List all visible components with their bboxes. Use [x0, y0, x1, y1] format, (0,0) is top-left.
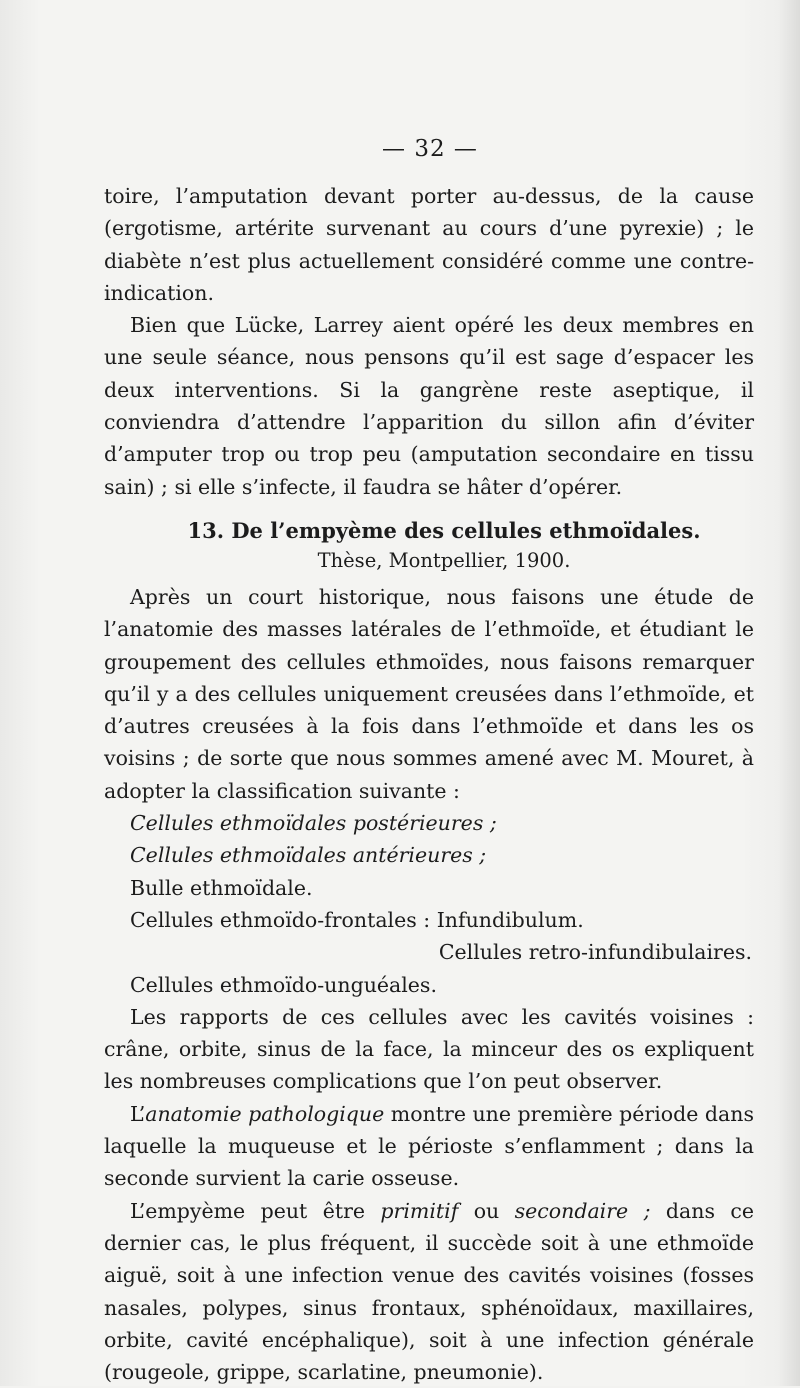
paragraph-anatomie — [104, 1098, 754, 1195]
paragraph-operation: Bien que Lücke, Larrey aient opéré les deux membres en une seule séance, nous pensons qu’il est sage d’espacer les deux interventions. Si la gangrène reste aseptique, il conviendra d’attendre l’apparition du sillon afin d’éviter d’amputer trop ou trop peu (amputation secondaire en tissu sain) ; si elle s’infecte, il faudra se hâter d’opérer. — [104, 313, 754, 499]
paragraph-continuation: toire, l’amputation devant porter au-dessus, de la cause (ergotisme, artérite survenant au cours d’une pyrexie) ; le diabète n’est plus actuellement considéré comme une contre-indication. — [104, 184, 754, 305]
text-run: dans ce dernier cas, le plus fréquent, il succède soit à une ethmoïde aiguë, soit à une infection venue des cavités voisines (fosses nasales, polypes, sinus frontaux, sphénoïdaux, maxillaires, orbite, cavité encéphalique), soit à une infection générale (rougeole, grippe, scarlatine, pneumonie). — [104, 1198, 755, 1385]
text-run: montre une première période dans laquelle la muqueuse et le périoste s’enflamment ; dans la seconde survient la carie osseuse. — [104, 1101, 754, 1191]
section-subheading: Thèse, Montpellier, 1900. — [317, 548, 571, 572]
list-item: Cellules retro-infundibulaires. — [438, 940, 752, 965]
list-item: Cellules ethmoïdo-frontales : Infundibulum. — [130, 907, 584, 932]
binding-shadow — [778, 0, 800, 1386]
text-run: ou — [458, 1198, 515, 1223]
paragraph-historique: Après un court historique, nous faisons une étude de l’anatomie des masses latérales de l’ethmoïde, et étudiant le groupement des cellules ethmoïdes, nous faisons remarquer qu’il y a des cellules uniquement creusées dans l’ethmoïde, et d’autres creusées à la fois dans l’ethmoïde et dans les os voisins ; de sorte que nous sommes amené avec M. Mouret, à adopter la classification suivante : — [104, 584, 754, 803]
paragraph-empyeme — [104, 1195, 754, 1388]
list-item: Bulle ethmoïdale. — [130, 875, 313, 900]
section-heading: 13. De l’empyème des cellules ethmoïdales. — [187, 517, 701, 543]
text-run: L’empyème peut être — [130, 1198, 381, 1223]
italic-run: secondaire ; — [514, 1198, 651, 1223]
body-text — [104, 180, 754, 1388]
list-item: Cellules ethmoïdales antérieures ; — [130, 843, 487, 868]
classification-list — [104, 807, 754, 1001]
list-item: Cellules ethmoïdo-unguéales. — [130, 972, 437, 997]
italic-run: anatomie pathologique — [145, 1101, 385, 1126]
italic-run: primitif — [380, 1198, 459, 1223]
page-number: — 32 — — [382, 136, 478, 162]
text-run: L’ — [130, 1101, 146, 1126]
paragraph-rapports: Les rapports de ces cellules avec les cavités voisines : crâne, orbite, sinus de la face, la minceur des os expliquent les nombreuses complications que l’on peut observer. — [104, 1004, 754, 1094]
list-item: Cellules ethmoïdales postérieures ; — [130, 811, 497, 836]
